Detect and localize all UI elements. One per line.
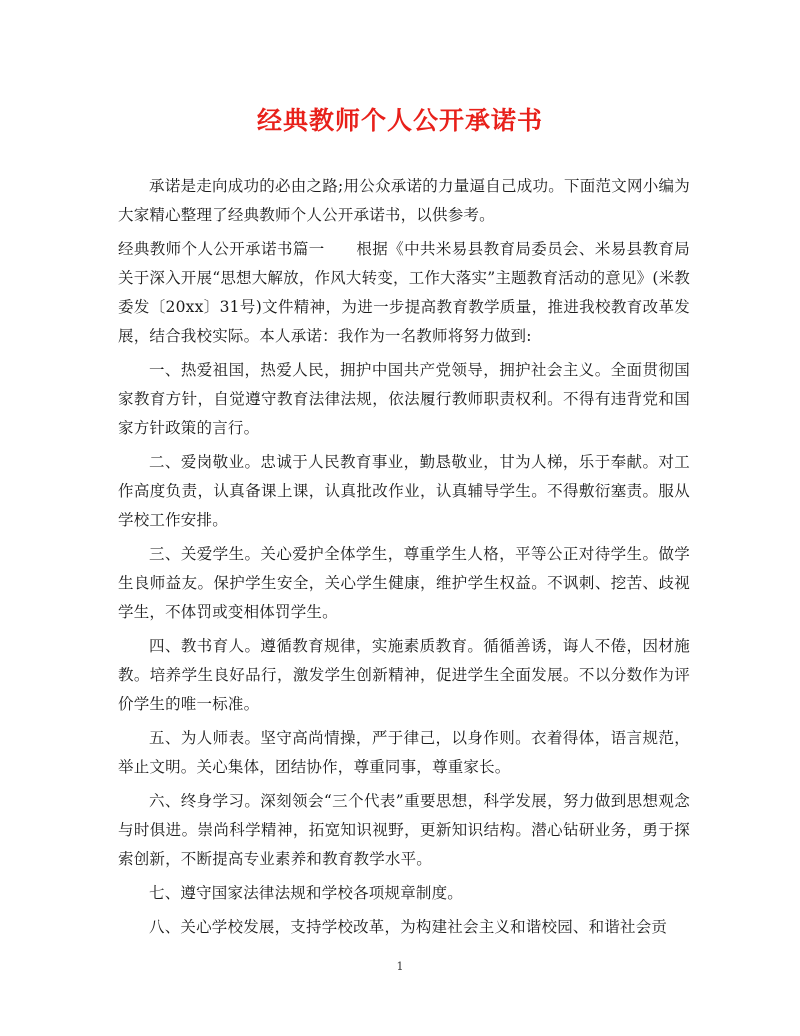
document-body — [118, 172, 690, 947]
paragraph-intro: 承诺是走向成功的必由之路;用公众承诺的力量逼自己成功。下面范文网小编为大家精心整理了经典教师个人公开承诺书，以供参考。 — [118, 177, 690, 224]
paragraph-item-1: 一、热爱祖国，热爱人民，拥护中国共产党领导，拥护社会主义。全面贯彻国家教育方针，自觉遵守教育法律法规，依法履行教师职责权利。不得有违背党和国家方针政策的言行。 — [118, 361, 690, 437]
document-title: 经典教师个人公开承诺书 — [256, 106, 543, 135]
paragraph-item-8: 八、关心学校发展，支持学校改革，为构建社会主义和谐校园、和谐社会贡 — [149, 918, 668, 936]
paragraph-item-6: 六、终身学习。深刻领会“三个代表”重要思想，科学发展，努力做到思想观念与时俱进。崇尚科学精神，拓宽知识视野，更新知识结构。潜心钻研业务，勇于探索创新，不断提高专业素养和教育教学水平。 — [118, 792, 690, 868]
paragraph-item-7: 七、遵守国家法律法规和学校各项规章制度。 — [149, 884, 464, 902]
paragraph-item-3: 三、关爱学生。关心爱护全体学生，尊重学生人格，平等公正对待学生。做学生良师益友。保护学生安全，关心学生健康，维护学生权益。不讽刺、挖苦、歧视学生，不体罚或变相体罚学生。 — [118, 545, 690, 621]
paragraph-item-2: 二、爱岗敬业。忠诚于人民教育事业，勤恳敬业，甘为人梯，乐于奉献。对工作高度负责，认真备课上课，认真批改作业，认真辅导学生。不得敷衍塞责。服从学校工作安排。 — [118, 453, 690, 529]
paragraph-section-one-heading: 经典教师个人公开承诺书篇一 根据《中共米易县教育局委员会、米易县教育局关于深入开展“思想大解放，作风大转变，工作大落实”主题教育活动的意见》(米教委发〔20xx〕31号)文件精神，为进一步提高教育教学质量，推进我校教育改革发展，结合我校实际。本人承诺：我作为一名教师将努力做到: — [118, 240, 690, 345]
paragraph-item-5: 五、为人师表。坚守高尚情操，严于律己，以身作则。衣着得体，语言规范，举止文明。关心集体，团结协作，尊重同事，尊重家长。 — [118, 729, 690, 776]
paragraph-item-4: 四、教书育人。遵循教育规律，实施素质教育。循循善诱，诲人不倦，因材施教。培养学生良好品行，激发学生创新精神，促进学生全面发展。不以分数作为评价学生的唯一标准。 — [118, 637, 690, 713]
page-number: 1 — [396, 960, 404, 973]
